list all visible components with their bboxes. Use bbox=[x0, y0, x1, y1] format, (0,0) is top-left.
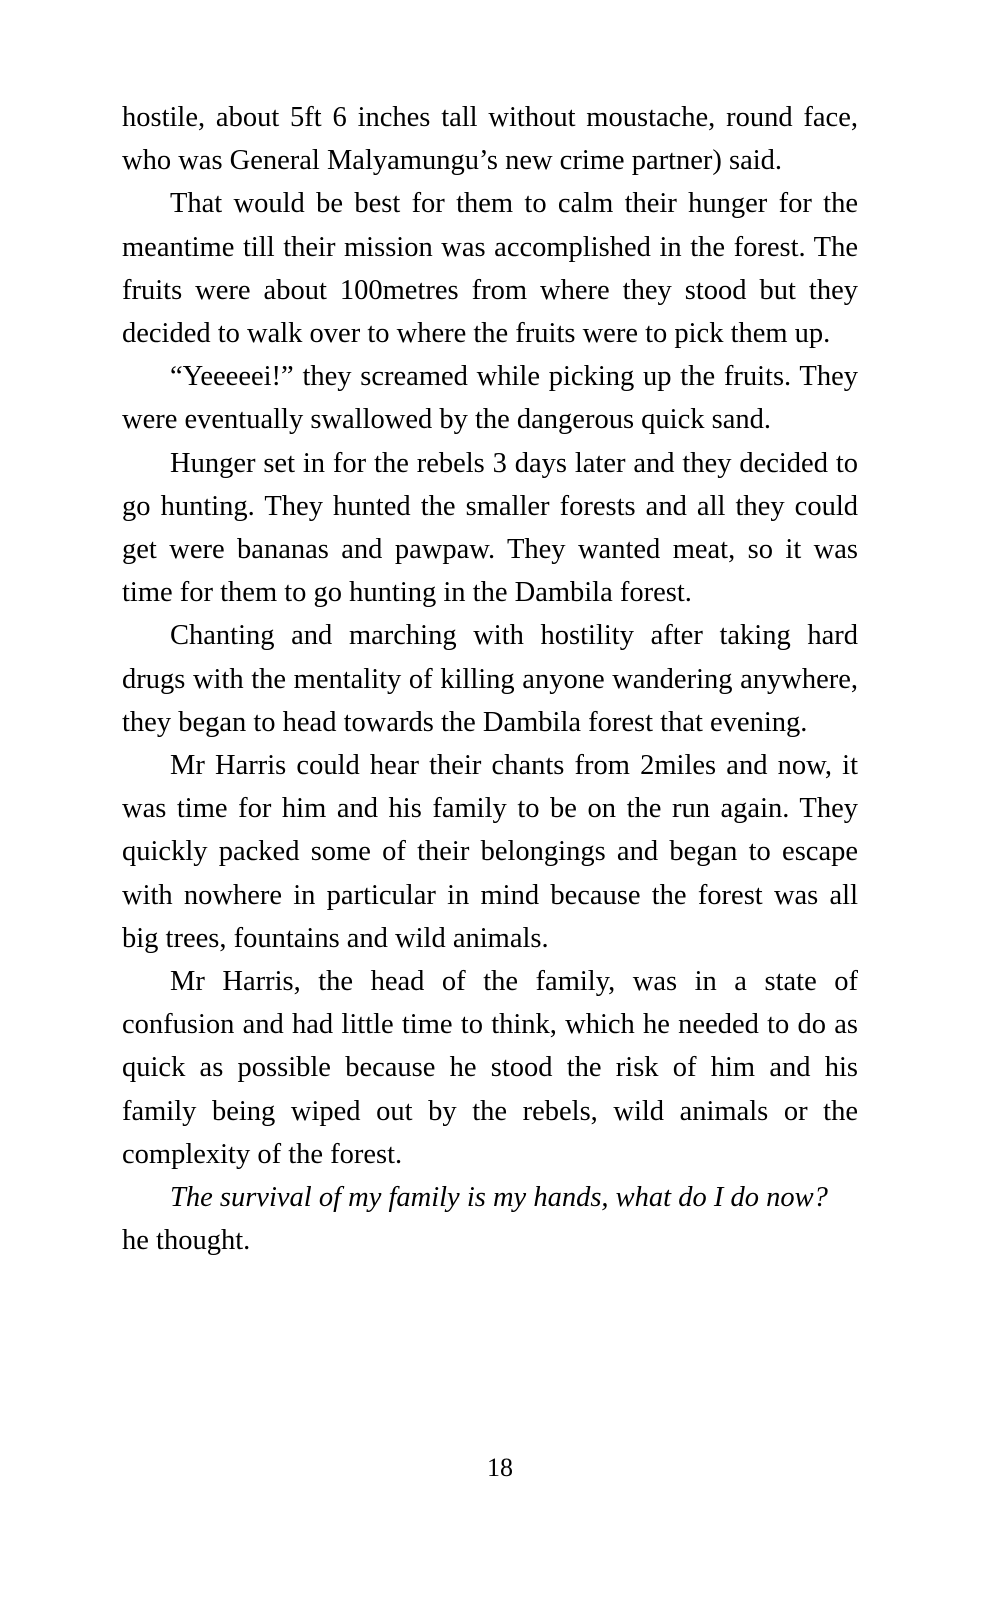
paragraph-2: That would be best for them to calm their hunger for the meantime till their mission was accomplished in the forest. The fruits were about 100metres from where they stood but they decided to walk over to where the fruits were to pick them up. bbox=[122, 188, 858, 350]
paragraph-4: Hunger set in for the rebels 3 days later and they decided to go hunting. They hunted the smaller forests and all they could get were bananas and pawpaw. They wanted meat, so it was time for them to go hunting in the Dambila forest. bbox=[122, 447, 858, 609]
paragraph-6: Mr Harris could hear their chants from 2miles and now, it was time for him and his family to be on the run again. They quickly packed some of their belongings and began to escape with nowhere in particular in mind because the forest was all big trees, fountains and wild animals. bbox=[122, 750, 858, 954]
paragraph-3: “Yeeeeei!” they screamed while picking up the fruits. They were eventually swallowed by the dangerous quick sand. bbox=[122, 361, 858, 436]
thought-attribution: he thought. bbox=[122, 1225, 251, 1257]
body-text-block bbox=[122, 96, 858, 1262]
paragraph-7: Mr Harris, the head of the family, was in a state of confusion and had little time to think, which he needed to do as quick as possible because he stood the risk of him and his family being wiped out by the rebels, wild animals or the complexity of the forest. bbox=[122, 966, 858, 1170]
paragraph-1: hostile, about 5ft 6 inches tall without moustache, round face, who was General Malyamungu’s new crime partner) said. bbox=[122, 102, 858, 177]
paragraph-5: Chanting and marching with hostility after taking hard drugs with the mentality of killing anyone wandering anywhere, they began to head towards the Dambila forest that evening. bbox=[122, 620, 858, 738]
page-number: 18 bbox=[487, 1453, 513, 1482]
thought-italic-line: The survival of my family is my hands, what do I do now? bbox=[170, 1182, 828, 1214]
